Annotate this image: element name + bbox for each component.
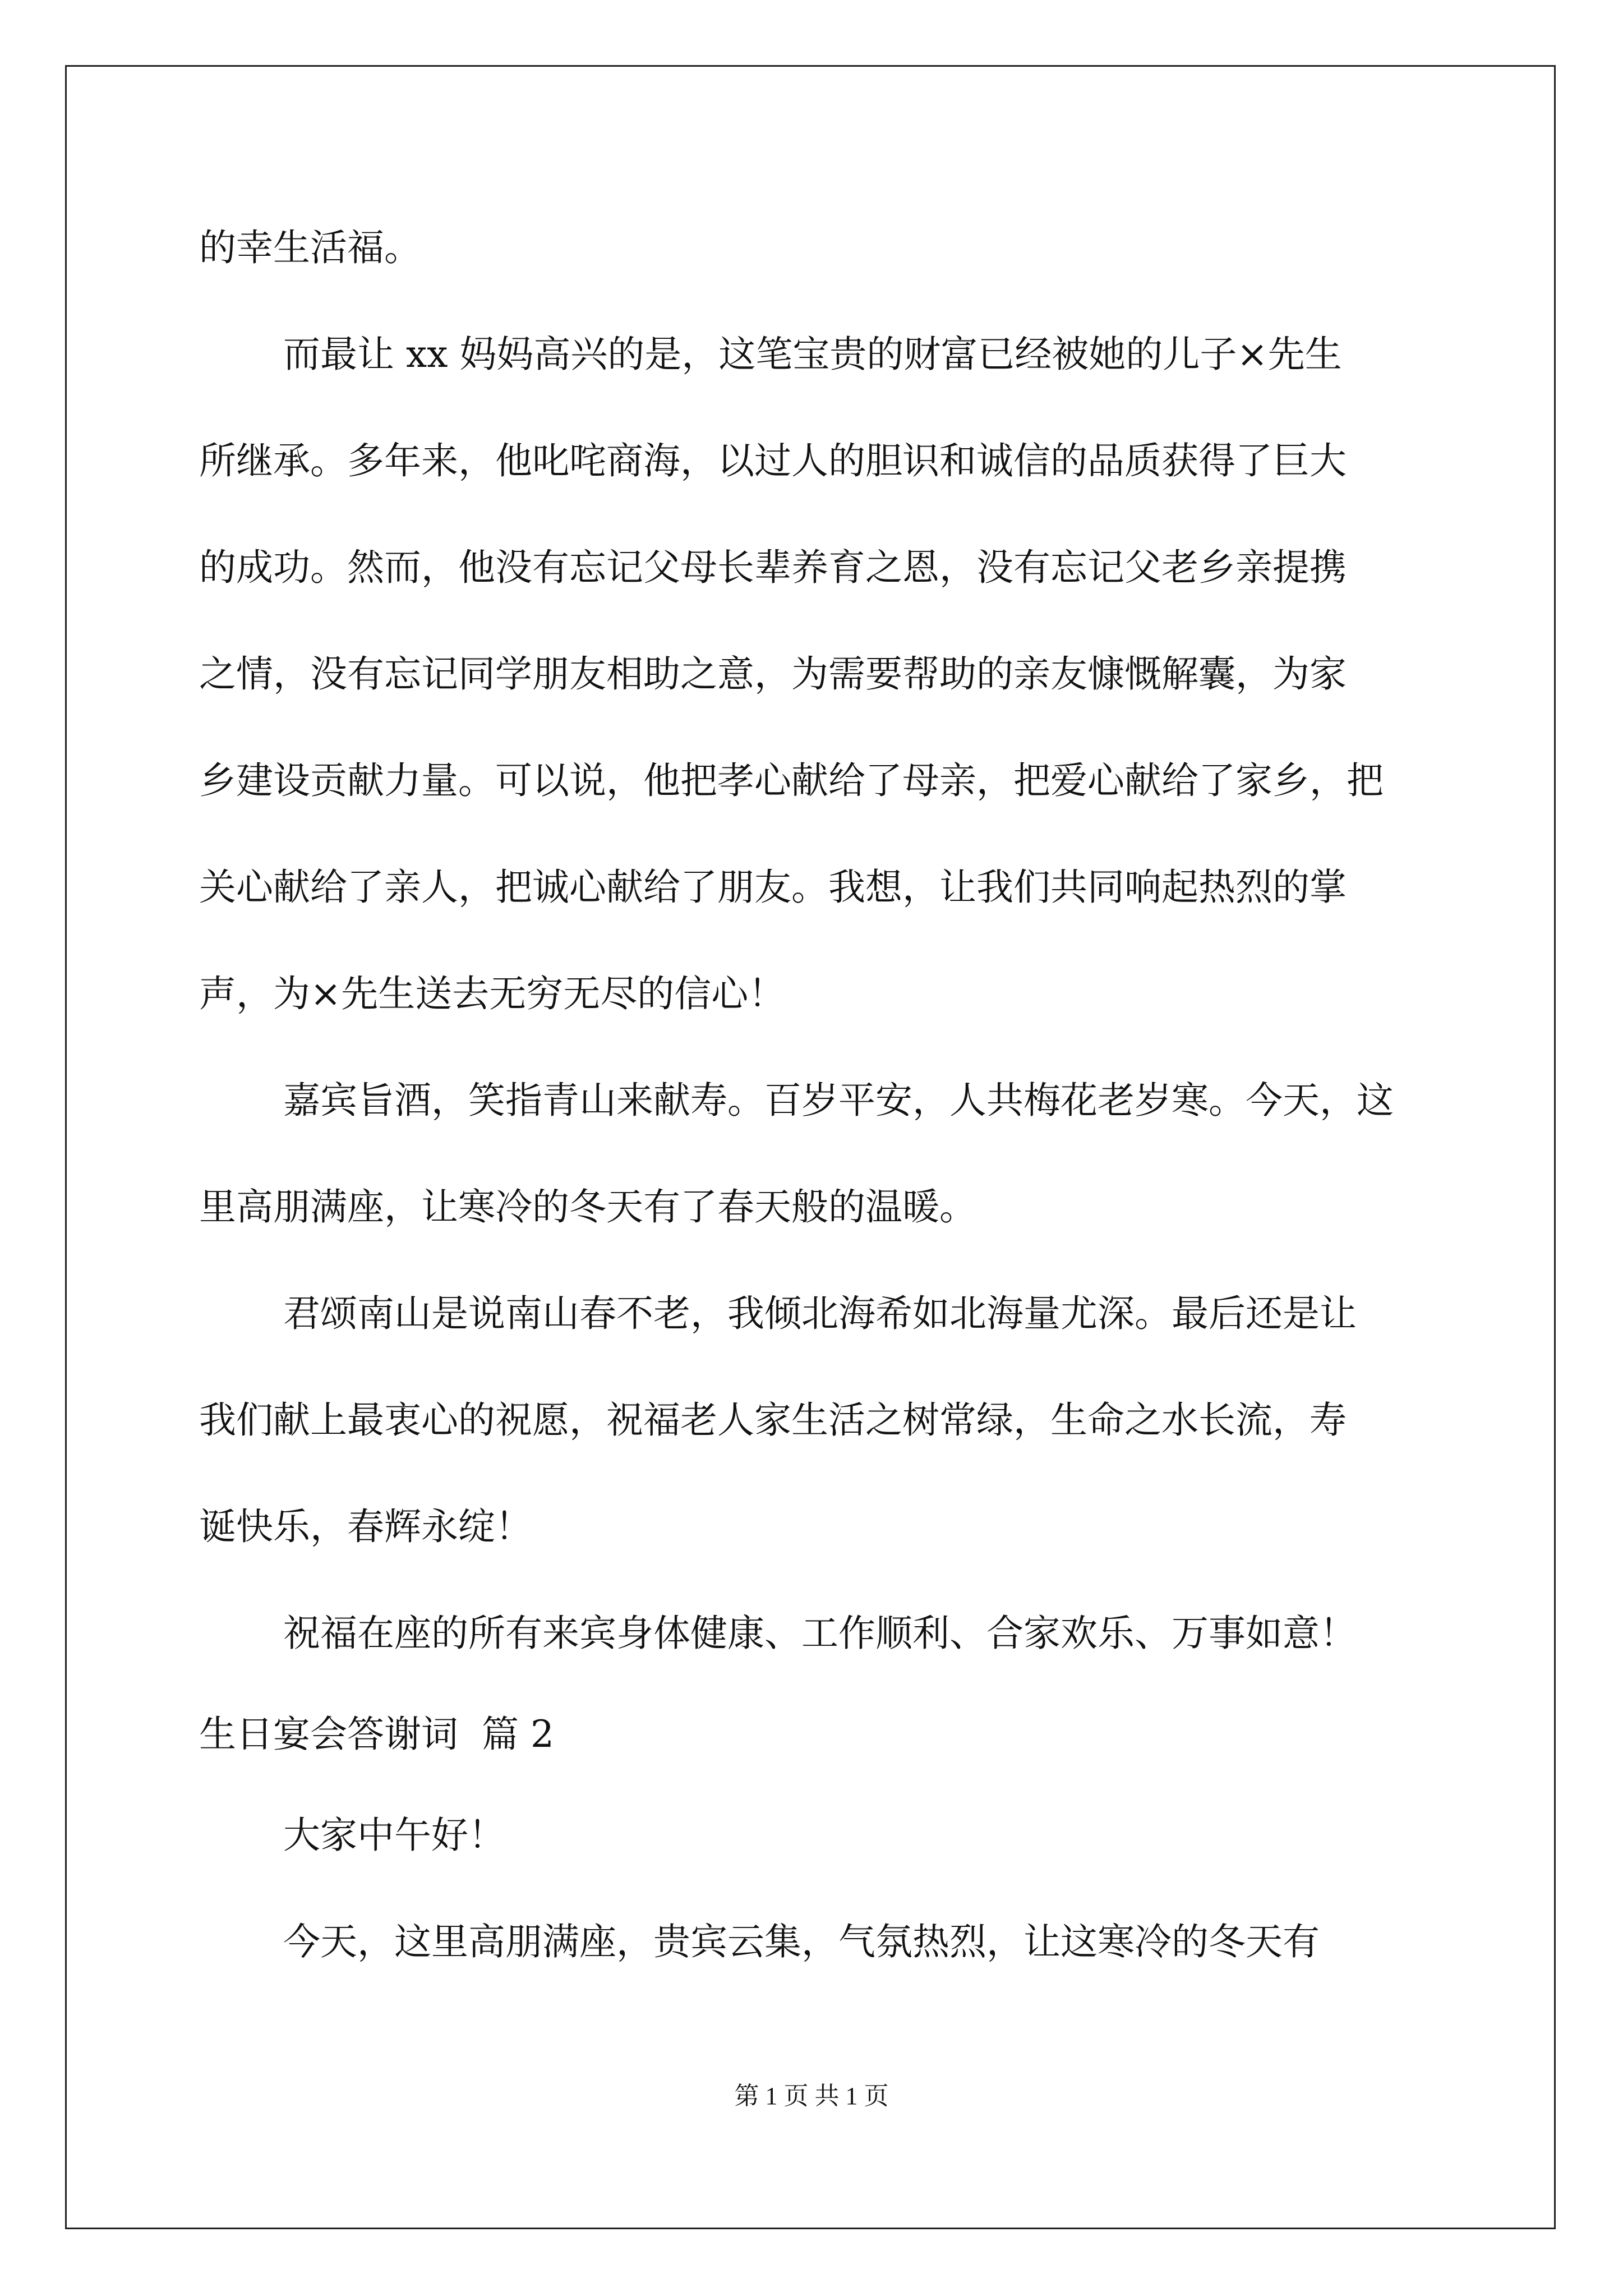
text-line: 君颂南山是说南山春不老，我倾北海希如北海量尤深。最后还是让 bbox=[283, 1292, 1357, 1335]
text-line: 大家中午好！ bbox=[283, 1814, 505, 1857]
text-line: 今天，这里高朋满座，贵宾云集，气氛热烈，让这寒冷的冬天有 bbox=[283, 1920, 1320, 1963]
text-line: 乡建设贡献力量。可以说，他把孝心献给了母亲，把爱心献给了家乡，把 bbox=[199, 759, 1384, 802]
text-line: 所继承。多年来，他叱咤商海，以过人的胆识和诚信的品质获得了巨大 bbox=[199, 439, 1347, 482]
text-line: 而最让 xx 妈妈高兴的是，这笔宝贵的财富已经被她的儿子×先生 bbox=[283, 333, 1342, 376]
section-heading: 生日宴会答谢词 篇 2 bbox=[199, 1713, 554, 1756]
text-line: 嘉宾旨酒，笑指青山来献寿。百岁平安，人共梅花老岁寒。今天，这 bbox=[283, 1079, 1394, 1122]
text-line: 关心献给了亲人，把诚心献给了朋友。我想，让我们共同响起热烈的掌 bbox=[199, 866, 1347, 909]
text-line: 我们献上最衷心的祝愿，祝福老人家生活之树常绿，生命之水长流，寿 bbox=[199, 1398, 1347, 1442]
page-frame bbox=[65, 65, 1556, 2229]
text-line: 的幸生活福。 bbox=[199, 226, 421, 269]
text-line: 诞快乐，春辉永绽！ bbox=[199, 1505, 532, 1548]
text-line: 声，为×先生送去无穷无尽的信心！ bbox=[199, 972, 786, 1015]
text-line: 祝福在座的所有来宾身体健康、工作顺利、合家欢乐、万事如意！ bbox=[283, 1612, 1357, 1655]
text-line: 的成功。然而，他没有忘记父母长辈养育之恩，没有忘记父老乡亲提携 bbox=[199, 546, 1347, 589]
page-footer: 第 1 页 共 1 页 bbox=[734, 2082, 889, 2110]
text-line: 之情，没有忘记同学朋友相助之意，为需要帮助的亲友慷慨解囊，为家 bbox=[199, 652, 1347, 696]
text-line: 里高朋满座，让寒冷的冬天有了春天般的温暖。 bbox=[199, 1185, 976, 1228]
